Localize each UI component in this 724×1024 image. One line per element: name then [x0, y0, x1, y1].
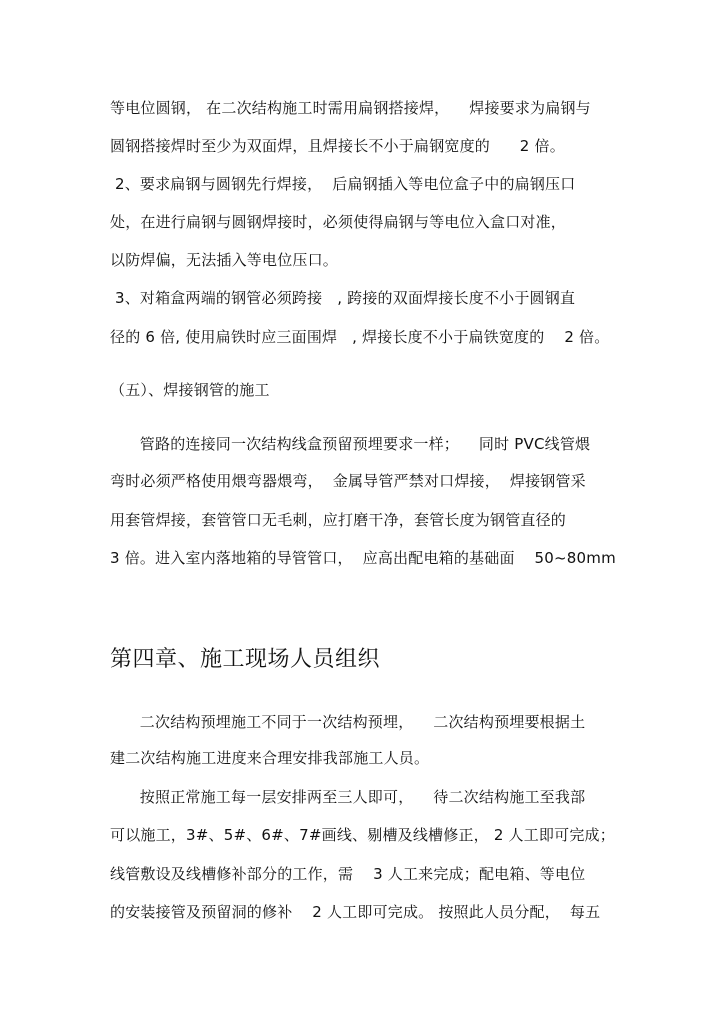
paragraph-line: 3、对箱盒两端的钢管必须跨接 , 跨接的双面焊接长度不小于圆钢直 [110, 289, 576, 307]
paragraph-line: 圆钢搭接焊时至少为双面焊，且焊接长不小于扁钢宽度的 2 倍。 [110, 137, 565, 155]
section-subheading: （五）、焊接钢管的施工 [110, 381, 270, 399]
paragraph-line: 可以施工，3#、5#、6#、7#画线、剔槽及线槽修正， 2 人工即可完成； [110, 826, 615, 844]
paragraph-line: 用套管焊接，套管管口无毛刺，应打磨干净，套管长度为钢管直径的 [110, 511, 567, 529]
paragraph-line: 二次结构预埋施工不同于一次结构预埋， 二次结构预埋要根据土 [110, 713, 586, 731]
paragraph-line: 弯时必须严格使用煨弯器煨弯， 金属导管严禁对口焊接， 焊接钢管采 [110, 472, 586, 490]
paragraph-line: 管路的连接同一次结构线盒预留预埋要求一样； 同时 PVC线管煨 [110, 435, 591, 453]
paragraph-line: 3 倍。进入室内落地箱的导管管口， 应高出配电箱的基础面 50~80mm [110, 549, 616, 567]
paragraph-line: 的安装接管及预留洞的修补 2 人工即可完成。 按照此人员分配， 每五 [110, 903, 601, 921]
paragraph-line: 处，在进行扁钢与圆钢焊接时，必须使得扁钢与等电位入盒口对准， [110, 213, 567, 231]
paragraph-line: 以防焊偏，无法插入等电位压口。 [110, 251, 339, 269]
paragraph-line: 2、要求扁钢与圆钢先行焊接， 后扁钢插入等电位盒子中的扁钢压口 [110, 175, 576, 193]
paragraph-line: 径的 6 倍, 使用扁铁时应三面围焊 , 焊接长度不小于扁铁宽度的 2 倍。 [110, 328, 610, 346]
paragraph-line: 线管敷设及线槽修补部分的工作，需 3 人工来完成；配电箱、等电位 [110, 865, 586, 883]
paragraph-line: 等电位圆钢， 在二次结构施工时需用扁钢搭接焊， 焊接要求为扁钢与 [110, 99, 591, 117]
paragraph-line: 建二次结构施工进度来合理安排我部施工人员。 [110, 749, 430, 767]
paragraph-line: 按照正常施工每一层安排两至三人即可， 待二次结构施工至我部 [110, 788, 586, 806]
chapter-heading: 第四章、施工现场人员组织 [110, 647, 381, 672]
